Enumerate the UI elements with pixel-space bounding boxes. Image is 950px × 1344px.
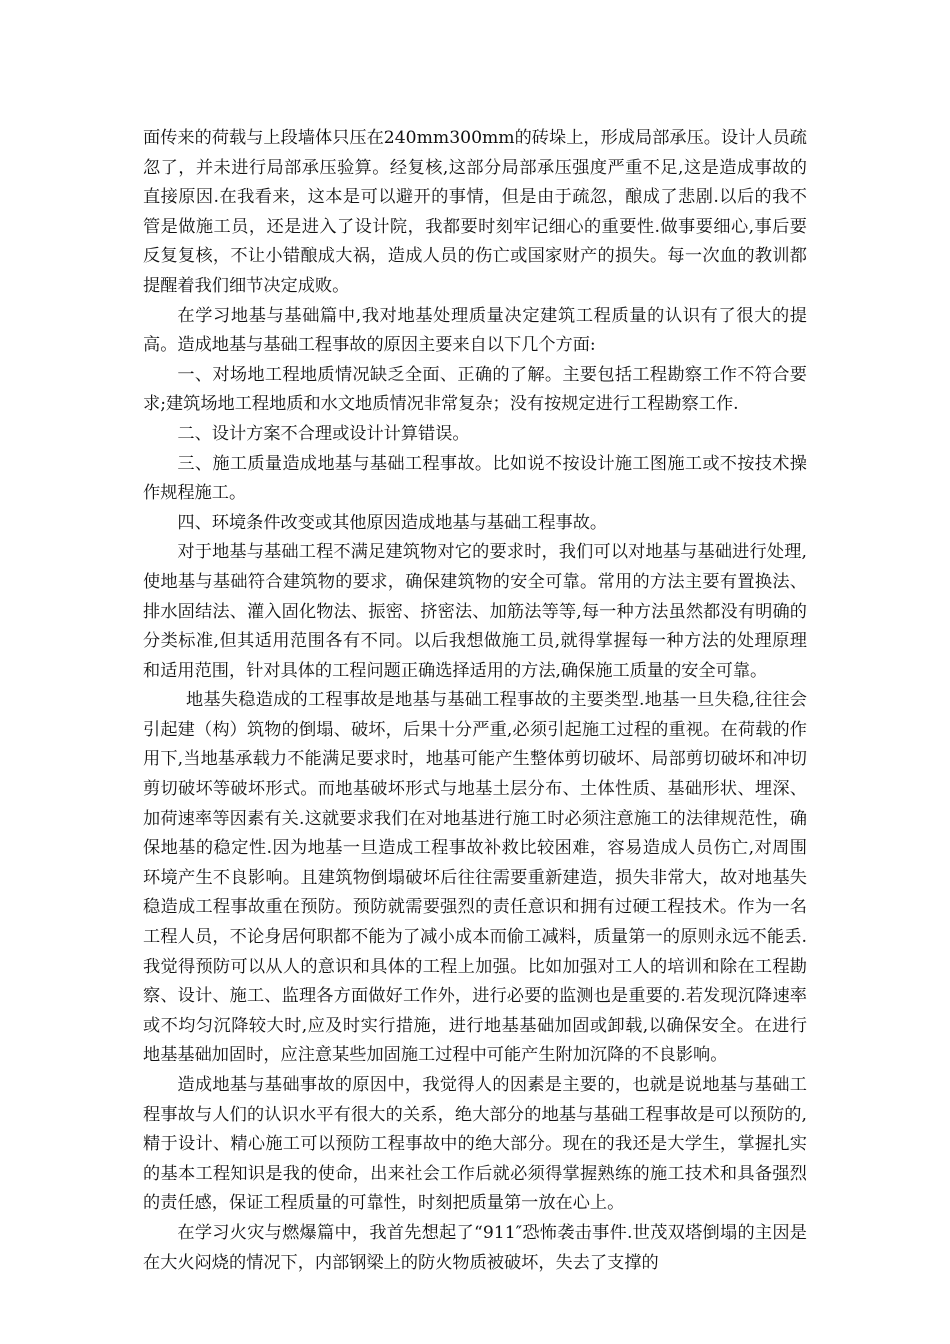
paragraph-7: 对于地基与基础工程不满足建筑物对它的要求时，我们可以对地基与基础进行处理,使地基与基础符合建筑物的要求，确保建筑物的安全可靠。常用的方法主要有置换法、排水固结法、灌入固化物法、振密、挤密法、加筋法等等,每一种方法虽然都没有明确的分类标准,但其适用范围各有不同。以后我想做施工员,就得掌握每一种方法的处理原理和适用范围，针对具体的工程问题正确选择适用的方法,确保施工质量的安全可靠。 <box>143 542 807 681</box>
document-body <box>143 124 807 1278</box>
paragraph-5: 三、施工质量造成地基与基础工程事故。比如说不按设计施工图施工或不按技术操作规程施工。 <box>143 453 807 504</box>
paragraph-6: 四、环境条件改变或其他原因造成地基与基础工程事故。 <box>177 512 608 533</box>
paragraph-4: 二、设计方案不合理或设计计算错误。 <box>177 423 470 444</box>
paragraph-9: 造成地基与基础事故的原因中，我觉得人的因素是主要的，也就是说地基与基础工程事故与人们的认识水平有很大的关系，绝大部分的地基与基础工程事故是可以预防的,精于设计、精心施工可以预防工程事故中的绝大部分。现在的我还是大学生，掌握扎实的基本工程知识是我的使命，出来社会工作后就必须得掌握熟练的施工技术和具备强烈的责任感，保证工程质量的可靠性，时刻把质量第一放在心上。 <box>143 1075 807 1214</box>
paragraph-2: 在学习地基与基础篇中,我对地基处理质量决定建筑工程质量的认识有了很大的提高。造成地基与基础工程事故的原因主要来自以下几个方面: <box>143 305 807 356</box>
paragraph-1: 面传来的荷载与上段墙体只压在240mm300mm的砖垛上，形成局部承压。设计人员疏忽了，并未进行局部承压验算。经复核,这部分局部承压强度严重不足,这是造成事故的直接原因.在我看来，这本是可以避开的事情，但是由于疏忽，酿成了悲剧.以后的我不管是做施工员，还是进入了设计院，我都要时刻牢记细心的重要性.做事要细心,事后要反复复核，不让小错酿成大祸，造成人员的伤亡或国家财产的损失。每一次血的教训都提醒着我们细节决定成败。 <box>143 128 807 296</box>
paragraph-3: 一、对场地工程地质情况缺乏全面、正确的了解。主要包括工程勘察工作不符合要求;建筑场地工程地质和水文地质情况非常复杂；没有按规定进行工程勘察工作. <box>143 364 807 415</box>
paragraph-8: 地基失稳造成的工程事故是地基与基础工程事故的主要类型.地基一旦失稳,往往会引起建（构）筑物的倒塌、破坏，后果十分严重,必须引起施工过程的重视。在荷载的作用下,当地基承载力不能满足要求时，地基可能产生整体剪切破坏、局部剪切破坏和冲切剪切破坏等破坏形式。而地基破坏形式与地基土层分布、土体性质、基础形状、埋深、加荷速率等因素有关.这就要求我们在对地基进行施工时必须注意施工的法律规范性，确保地基的稳定性.因为地基一旦造成工程事故补救比较困难，容易造成人员伤亡,对周围环境产生不良影响。且建筑物倒塌破坏后往往需要重新建造，损失非常大，故对地基失稳造成工程事故重在预防。预防就需要强烈的责任意识和拥有过硬工程技术。作为一名工程人员，不论身居何职都不能为了减小成本而偷工减料，质量第一的原则永远不能丢.我觉得预防可以从人的意识和具体的工程上加强。比如加强对工人的培训和除在工程勘察、设计、施工、监理各方面做好工作外，进行必要的监测也是重要的.若发现沉降速率或不均匀沉降较大时,应及时实行措施，进行地基基础加固或卸载,以确保安全。在进行地基基础加固时，应注意某些加固施工过程中可能产生附加沉降的不良影响。 <box>143 690 807 1066</box>
paragraph-10: 在学习火灾与燃爆篇中，我首先想起了“911″恐怖袭击事件.世茂双塔倒塌的主因是在大火闷烧的情况下，内部钢梁上的防火物质被破坏，失去了支撑的 <box>143 1222 807 1273</box>
